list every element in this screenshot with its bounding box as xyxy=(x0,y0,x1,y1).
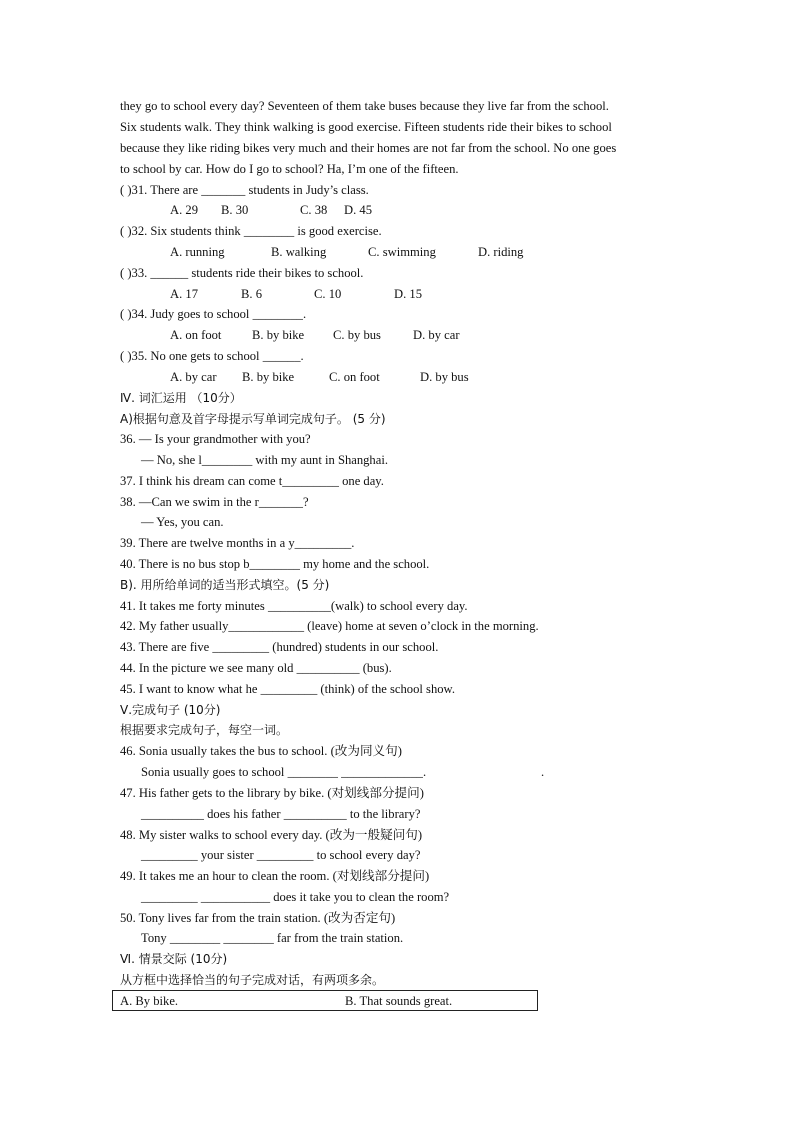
option-33-c: C. 10 xyxy=(314,287,342,301)
reading-passage xyxy=(120,96,678,180)
question-36-reply: — No, she l________ with my aunt in Shanghai. xyxy=(141,453,388,467)
question-34: ( )34. Judy goes to school ________. xyxy=(120,307,307,321)
stray-dot: . xyxy=(541,765,545,779)
question-46-blank: Sonia usually goes to school ________ _____________. xyxy=(141,765,427,779)
passage-line: they go to school every day? Seventeen of them take buses because they live far from the school. xyxy=(120,99,609,113)
question-36: 36. — Is your grandmother with you? xyxy=(120,432,311,446)
option-34-a: A. on foot xyxy=(170,328,222,342)
passage-line: Six students walk. They think walking is good exercise. Fifteen students ride their bikes to school xyxy=(120,120,612,134)
question-44: 44. In the picture we see many old __________ (bus). xyxy=(120,661,392,675)
question-38-reply: — Yes, you can. xyxy=(141,515,224,529)
question-48-blank: _________ your sister _________ to school every day? xyxy=(141,848,421,862)
box-option-a: A. By bike. xyxy=(120,994,179,1008)
passage-line: because they like riding bikes very much and their homes are not far from the school. No one goes xyxy=(120,141,617,155)
option-34-b: B. by bike xyxy=(252,328,305,342)
option-32-c: C. swimming xyxy=(368,245,436,259)
options-box xyxy=(112,990,538,1011)
question-49-blank: _________ ___________ does it take you to clean the room? xyxy=(141,890,450,904)
option-32-d: D. riding xyxy=(478,245,524,259)
option-31-d: D. 45 xyxy=(344,203,372,217)
option-33-b: B. 6 xyxy=(241,287,262,301)
section-6-title: Ⅵ. 情景交际 (10分) xyxy=(120,952,228,966)
option-35-d: D. by bus xyxy=(420,370,469,384)
option-33-a: A. 17 xyxy=(170,287,198,301)
option-32-b: B. walking xyxy=(271,245,327,259)
question-45: 45. I want to know what he _________ (think) of the school show. xyxy=(120,682,455,696)
question-48: 48. My sister walks to school every day. (改为一般疑问句) xyxy=(120,828,423,842)
section-5-instruction: 根据要求完成句子，每空一词。 xyxy=(120,723,289,737)
passage-line: to school by car. How do I go to school? Ha, I’m one of the fifteen. xyxy=(120,162,459,176)
section-6-instruction: 从方框中选择恰当的句子完成对话，有两项多余。 xyxy=(120,973,385,987)
question-39: 39. There are twelve months in a y_________. xyxy=(120,536,355,550)
question-33: ( )33. ______ students ride their bikes to school. xyxy=(120,266,364,280)
question-47: 47. His father gets to the library by bike. (对划线部分提问) xyxy=(120,786,424,800)
question-42: 42. My father usually____________ (leave) home at seven o’clock in the morning. xyxy=(120,619,539,633)
option-35-c: C. on foot xyxy=(329,370,380,384)
question-49: 49. It takes me an hour to clean the room. (对划线部分提问) xyxy=(120,869,430,883)
question-40: 40. There is no bus stop b________ my home and the school. xyxy=(120,557,430,571)
box-option-b: B. That sounds great. xyxy=(345,994,453,1008)
question-46: 46. Sonia usually takes the bus to school. (改为同义句) xyxy=(120,744,402,758)
section-5-title: Ⅴ.完成句子 (10分) xyxy=(120,703,221,717)
question-37: 37. I think his dream can come t_________ one day. xyxy=(120,474,384,488)
option-31-a: A. 29 xyxy=(170,203,198,217)
option-32-a: A. running xyxy=(170,245,225,259)
option-31-c: C. 38 xyxy=(300,203,328,217)
question-47-blank: __________ does his father __________ to the library? xyxy=(141,807,421,821)
question-41: 41. It takes me forty minutes __________(walk) to school every day. xyxy=(120,599,468,613)
question-43: 43. There are five _________ (hundred) students in our school. xyxy=(120,640,439,654)
option-33-d: D. 15 xyxy=(394,287,422,301)
option-34-c: C. by bus xyxy=(333,328,381,342)
question-35: ( )35. No one gets to school ______. xyxy=(120,349,304,363)
question-50: 50. Tony lives far from the train station. (改为否定句) xyxy=(120,911,396,925)
section-4-part-a: A)根据句意及首字母提示写单词完成句子。 (5 分) xyxy=(120,412,386,426)
option-34-d: D. by car xyxy=(413,328,460,342)
question-50-blank: Tony ________ ________ far from the train station. xyxy=(141,931,404,945)
section-4-title: Ⅳ. 词汇运用 （10分） xyxy=(120,391,242,405)
option-35-a: A. by car xyxy=(170,370,217,384)
section-4-part-b: B). 用所给单词的适当形式填空。(5 分) xyxy=(120,578,330,592)
option-31-b: B. 30 xyxy=(221,203,249,217)
question-32: ( )32. Six students think ________ is good exercise. xyxy=(120,224,382,238)
question-31: ( )31. There are _______ students in Judy’s class. xyxy=(120,183,369,197)
question-38: 38. —Can we swim in the r_______? xyxy=(120,495,309,509)
option-35-b: B. by bike xyxy=(242,370,295,384)
